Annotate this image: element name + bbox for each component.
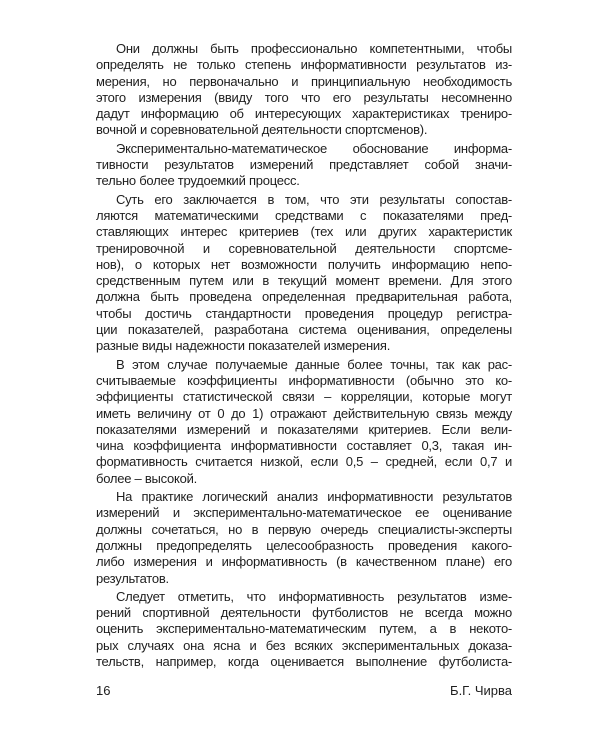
text-line: В этом случае получаемые данные более точны, так как рас- <box>116 356 512 372</box>
text-line: тренировочной и соревновательной деятельности спортсме- <box>96 240 512 256</box>
paragraph <box>96 489 512 587</box>
text-line: Экспериментально-математическое обоснование информа- <box>116 140 512 156</box>
text-line: рых случаях она ясна и без всяких экспериментальных доказа- <box>96 637 512 653</box>
page-footer <box>96 683 512 699</box>
text-line: мерения, но первоначально и принципиальную необходимость <box>96 73 512 89</box>
text-line: дадут информацию об интересующих характеристиках трениро- <box>96 106 512 122</box>
text-line: Они должны быть профессионально компетентными, чтобы <box>116 41 512 56</box>
paragraph <box>96 141 512 190</box>
text-line: иметь величину от 0 до 1) отражают действительную связь между <box>96 405 512 421</box>
text-line: результатов. <box>96 570 169 586</box>
text-line: средственным путем или в текущий момент времени. Для этого <box>96 273 512 289</box>
text-line: должна быть проведена определенная предварительная работа, <box>96 289 512 305</box>
text-line: ции показателей, разработана система оценивания, определены <box>96 322 512 338</box>
running-footer-author: Б.Г. Чирва <box>450 683 512 698</box>
text-line: считываемые коэффициенты информативности (обычно это ко- <box>96 372 512 388</box>
text-line: измерений и экспериментально-математическое ее оценивание <box>96 505 512 521</box>
text-line: более – высокой. <box>96 470 197 486</box>
text-line: либо измерения и информативность (в качественном плане) его <box>96 554 512 570</box>
text-line: определять не только степень информативности результатов из- <box>96 57 512 73</box>
text-line: должны предопределять целесообразность проведения какого- <box>96 537 512 553</box>
text-line: должны сочетаться, но в первую очередь специалисты-эксперты <box>96 521 512 537</box>
text-line: ставляющих интерес критериев (тех или других характеристик <box>96 224 512 240</box>
text-line: чтобы достичь стандартности проведения процедур регистра- <box>96 305 512 321</box>
page-number: 16 <box>96 683 111 698</box>
paragraph <box>96 589 512 670</box>
text-line: нов), о которых нет возможности получить информацию непо- <box>96 256 512 272</box>
text-line: Следует отметить, что информативность результатов изме- <box>116 588 512 604</box>
text-line: вочной и соревновательной деятельности спортсменов). <box>96 122 428 138</box>
text-line: Суть его заключается в том, что эти результаты сопостав- <box>116 191 512 207</box>
text-line: рений спортивной деятельности футболистов не всегда можно <box>96 605 512 621</box>
text-line: ляются математическими средствами с показателями пред- <box>96 207 512 223</box>
paragraph <box>96 41 512 139</box>
text-line: тельно более трудоемкий процесс. <box>96 173 300 189</box>
text-line: разные виды надежности показателей измерения. <box>96 338 391 354</box>
text-line: На практике логический анализ информативности результатов <box>116 489 512 505</box>
text-line: чина коэффициента информативности составляет 0,3, такая ин- <box>96 438 512 454</box>
text-line: тивности результатов измерений представляет собой значи- <box>96 157 512 173</box>
text-line: показателями измерений и показателями критериев. Если вели- <box>96 421 512 437</box>
text-line: тельств, например, когда оценивается выполнение футболиста- <box>96 653 512 669</box>
text-line: оценить экспериментально-математическим путем, а в некото- <box>96 621 512 637</box>
text-line: формативность считается низкой, если 0,5 – средней, если 0,7 и <box>96 454 512 470</box>
paragraph <box>96 192 512 355</box>
text-line: эффициенты статистической связи – корреляции, которые могут <box>96 389 512 405</box>
page-body <box>96 41 512 672</box>
text-line: этого измерения (ввиду того что его результаты несомненно <box>96 89 512 105</box>
paragraph <box>96 357 512 487</box>
